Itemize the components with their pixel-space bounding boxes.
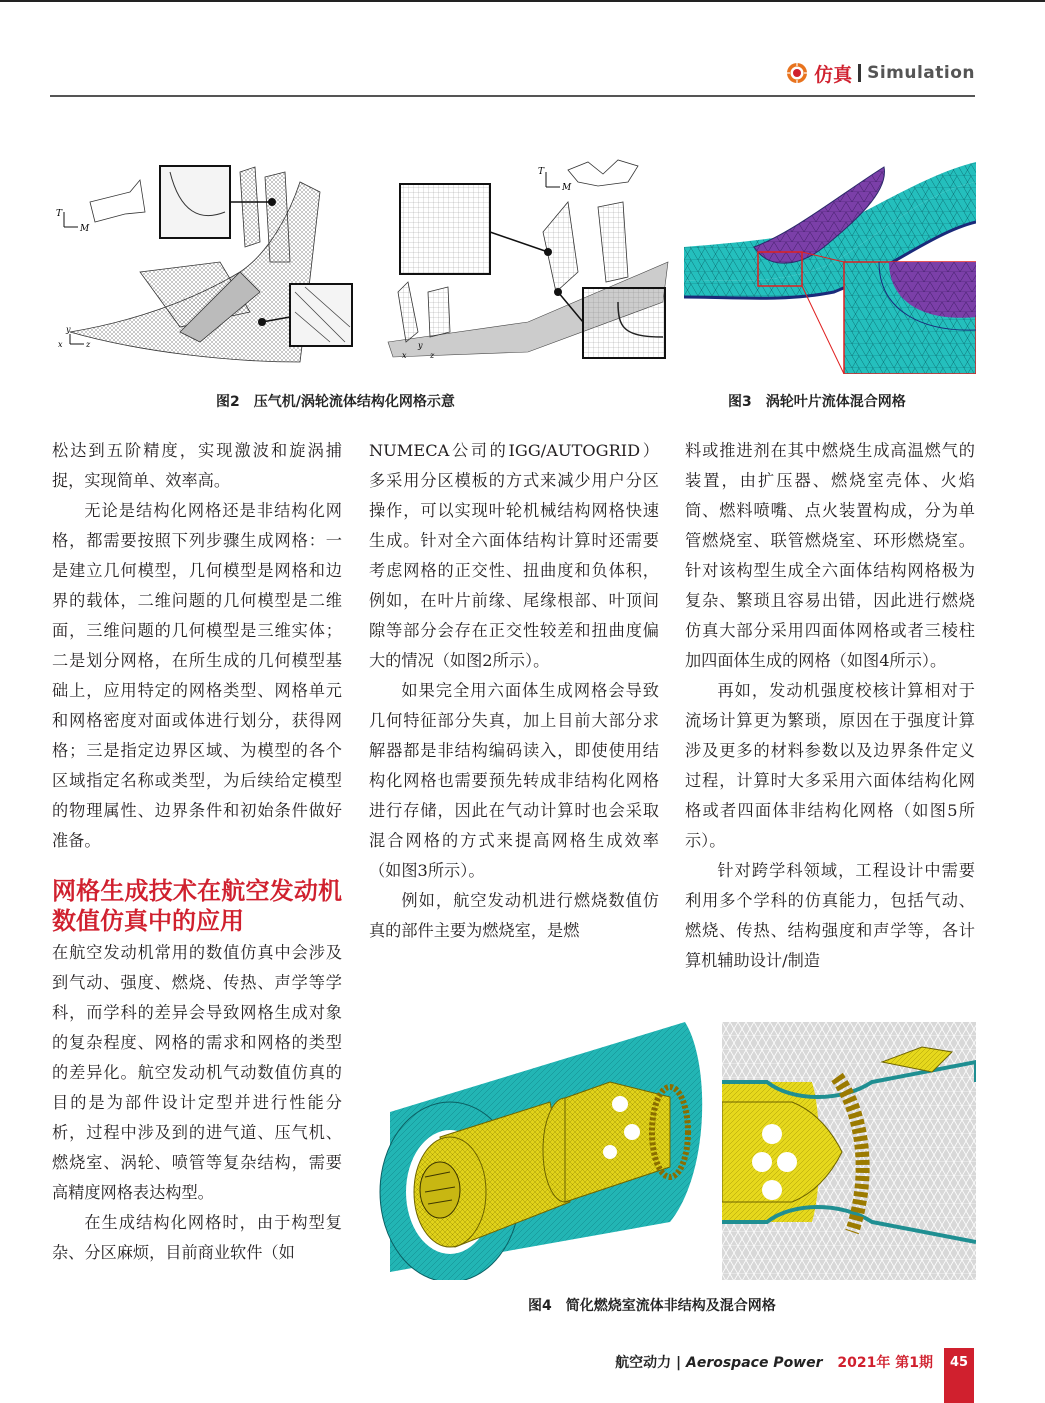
top-border xyxy=(0,0,1045,2)
paragraph: 料或推进剂在其中燃烧生成高温燃气的装置，由扩压器、燃烧室壳体、火焰筒、燃料喷嘴、点火装置构成，分为单管燃烧室、联管燃烧室、环形燃烧室。针对该构型生成全六面体结构网格极为复杂、繁琐且容易出错，因此进行燃烧仿真大部分采用四面体网格或者三棱柱加四面体生成的网格（如图4所示）。 xyxy=(685,441,975,670)
axis-label-x: x xyxy=(402,351,407,360)
paragraph: 在生成结构化网格时，由于构型复杂、分区麻烦，目前商业软件（如 xyxy=(52,1213,342,1262)
paragraph: 松达到五阶精度，实现激波和旋涡捕捉，实现简单、效率高。 xyxy=(52,441,342,490)
axis-label-t: T xyxy=(538,167,545,177)
paragraph: 在航空发动机常用的数值仿真中会涉及到气动、强度、燃烧、传热、声学等学科，而学科的差异会导致网格生成对象的复杂程度、网格的需求和网格的类型的差异化。航空发动机气动数值仿真的目的是为部件设计定型并进行性能分析，过程中涉及到的进气道、压气机、燃烧室、涡轮、喷管等复杂结构，需要高精度网格表达构型。 xyxy=(52,943,342,1202)
text-column-1 xyxy=(52,436,342,1268)
axis-label-m: M xyxy=(562,183,572,193)
journal-info xyxy=(615,1352,933,1372)
header-divider xyxy=(858,64,861,82)
page-header xyxy=(786,60,975,86)
axis-label-z: z xyxy=(430,351,435,360)
journal-name-en: Aerospace Power xyxy=(685,1355,823,1371)
section-title-en: Simulation xyxy=(867,63,975,83)
issue-label: 2021年 第1期 xyxy=(837,1355,933,1371)
page-footer xyxy=(0,1348,1045,1378)
section-heading: 网格生成技术在航空发动机数值仿真中的应用 xyxy=(52,877,342,935)
paragraph: 针对跨学科领域，工程设计中需要利用多个学科的仿真能力，包括气动、燃烧、传热、结构强度和声学等，各计算机辅助设计/制造 xyxy=(685,861,975,970)
page-tab xyxy=(944,1378,974,1403)
figure-3-hybrid-mesh xyxy=(684,152,976,374)
figure-2-compressor-mesh xyxy=(50,152,362,372)
figure-4-combustor-hybrid-mesh xyxy=(722,1022,976,1280)
axis-label-y: y xyxy=(418,341,423,350)
figure-4-combustor-mesh xyxy=(370,1022,710,1280)
paragraph: 如果完全用六面体生成网格会导致几何特征部分失真，加上目前大部分求解器都是非结构编码读入，即使使用结构化网格也需要预先转成非结构化网格进行存储，因此在气动计算时也会采取混合网格的方式来提高网格生成效率（如图3所示）。 xyxy=(369,681,659,880)
figure-3-caption: 图3 涡轮叶片流体混合网格 xyxy=(728,394,906,410)
figure-4-caption: 图4 简化燃烧室流体非结构及混合网格 xyxy=(528,1298,776,1314)
journal-logo-icon xyxy=(786,62,808,84)
page-number: 45 xyxy=(944,1348,974,1378)
text-column-2 xyxy=(369,436,659,946)
axis-label-z: z xyxy=(86,340,91,349)
axis-label-m: M xyxy=(80,224,90,234)
section-title-cn: 仿真 xyxy=(814,63,853,86)
paragraph: 例如，航空发动机进行燃烧数值仿真的部件主要为燃烧室，是燃 xyxy=(369,891,659,940)
journal-name-cn: 航空动力 xyxy=(615,1355,672,1371)
figure-2-caption: 图2 压气机/涡轮流体结构化网格示意 xyxy=(216,394,455,410)
footer-divider: | xyxy=(675,1355,686,1371)
axis-label-y: y xyxy=(66,325,71,334)
paragraph: 无论是结构化网格还是非结构化网格，都需要按照下列步骤生成网格：一是建立几何模型，几何模型是网格和边界的载体，二维问题的几何模型是二维面，三维问题的几何模型是三维实体；二是划分网格，在所生成的几何模型基础上，应用特定的网格类型、网格单元和网格密度对面或体进行划分，获得网格；三是指定边界区域、为模型的各个区域指定名称或类型，为后续给定模型的物理属性、边界条件和初始条件做好准备。 xyxy=(52,501,342,850)
axis-label-t: T xyxy=(56,209,63,219)
figure-2-turbine-mesh xyxy=(378,152,670,372)
paragraph: 再如，发动机强度校核计算相对于流场计算更为繁琐，原因在于强度计算涉及更多的材料参数以及边界条件定义过程，计算时大多采用六面体结构化网格或者四面体非结构化网格（如图5所示）。 xyxy=(685,681,975,850)
axis-label-x: x xyxy=(58,340,63,349)
header-rule xyxy=(50,95,975,97)
text-column-3 xyxy=(685,436,975,976)
paragraph: NUMECA公司的IGG/AUTOGRID）多采用分区模板的方式来减少用户分区操作，可以实现叶轮机械结构网格快速生成。针对全六面体结构计算时还需要考虑网格的正交性、扭曲度和负体积，例如，在叶片前缘、尾缘根部、叶顶间隙等部分会存在正交性较差和扭曲度偏大的情况（如图2所示）。 xyxy=(369,441,659,670)
